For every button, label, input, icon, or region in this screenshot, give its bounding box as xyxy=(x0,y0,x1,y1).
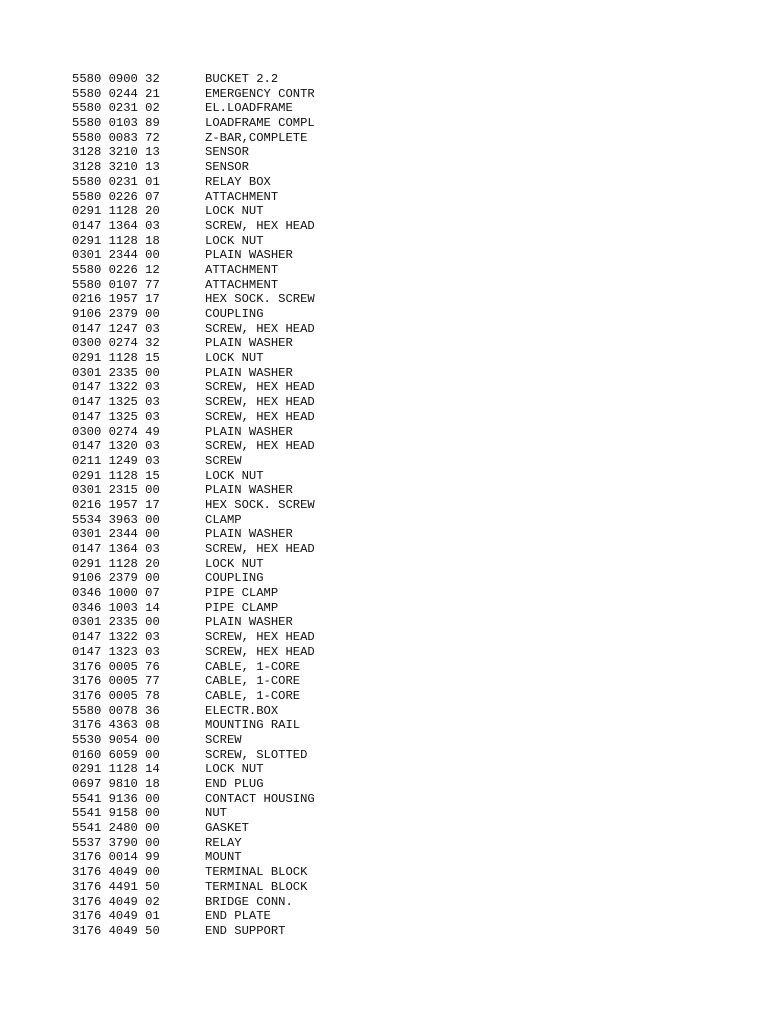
part-description: PLAIN WASHER xyxy=(205,365,293,380)
list-item xyxy=(72,410,315,425)
list-item xyxy=(72,116,315,131)
list-item xyxy=(72,718,315,733)
part-number: 0301 2344 00 xyxy=(72,527,160,542)
list-item xyxy=(72,395,315,410)
part-description: CABLE, 1-CORE xyxy=(205,688,301,703)
part-number: 9106 2379 00 xyxy=(72,571,160,586)
part-description: SCREW, SLOTTED xyxy=(205,747,308,762)
part-number: 0216 1957 17 xyxy=(72,497,160,512)
part-number: 3176 0005 76 xyxy=(72,659,160,674)
part-number: 3128 3210 13 xyxy=(72,160,160,175)
list-item xyxy=(72,87,315,102)
part-description: SCREW, HEX HEAD xyxy=(205,321,315,336)
list-item xyxy=(72,557,315,572)
list-item xyxy=(72,806,315,821)
part-number: 0160 6059 00 xyxy=(72,747,160,762)
part-number: 3176 4049 50 xyxy=(72,923,160,938)
list-item xyxy=(72,909,315,924)
part-description: SCREW, HEX HEAD xyxy=(205,542,315,556)
list-item xyxy=(72,160,315,175)
part-number: 0147 1322 03 xyxy=(72,380,160,395)
part-number: 0147 1364 03 xyxy=(72,218,160,233)
part-number: 5580 0107 77 xyxy=(72,277,160,292)
part-number: 0300 0274 32 xyxy=(72,336,160,351)
part-number: 0147 1323 03 xyxy=(72,644,160,659)
list-item xyxy=(72,204,315,219)
part-description: PLAIN WASHER xyxy=(205,424,293,439)
part-description: PLAIN WASHER xyxy=(205,248,293,263)
part-number: 0291 1128 18 xyxy=(72,233,160,248)
list-item xyxy=(72,248,315,263)
part-number: 5580 0226 07 xyxy=(72,189,160,204)
list-item xyxy=(72,704,315,719)
part-description: PLAIN WASHER xyxy=(205,527,293,542)
part-description: HEX SOCK. SCREW xyxy=(205,497,315,512)
list-item xyxy=(72,821,315,836)
part-number: 3176 0005 77 xyxy=(72,674,160,689)
list-item xyxy=(72,263,315,278)
part-description: EMERGENCY CONTR xyxy=(205,86,315,101)
part-description: TERMINAL BLOCK xyxy=(205,865,308,880)
part-number: 5580 0244 21 xyxy=(72,86,160,101)
part-number: 0291 1128 20 xyxy=(72,556,160,571)
part-number: 0147 1247 03 xyxy=(72,321,160,336)
part-description: SCREW, HEX HEAD xyxy=(205,380,315,395)
list-item xyxy=(72,190,315,205)
part-number: 5537 3790 00 xyxy=(72,835,160,850)
list-item xyxy=(72,836,315,851)
part-description: COUPLING xyxy=(205,307,264,321)
part-number: 0300 0274 49 xyxy=(72,424,160,439)
list-item xyxy=(72,351,315,366)
list-item xyxy=(72,425,315,440)
part-number: 5541 9136 00 xyxy=(72,791,160,806)
part-number: 5541 9158 00 xyxy=(72,806,160,821)
list-item xyxy=(72,542,315,557)
part-description: LOCK NUT xyxy=(205,351,264,366)
part-number: 0301 2335 00 xyxy=(72,365,160,380)
part-description: CABLE, 1-CORE xyxy=(205,659,301,674)
list-item xyxy=(72,292,315,307)
list-item xyxy=(72,601,315,616)
part-description: SCREW, HEX HEAD xyxy=(205,439,315,454)
list-item xyxy=(72,366,315,381)
part-description: LOADFRAME COMPL xyxy=(205,116,315,131)
part-number: 0216 1957 17 xyxy=(72,292,160,307)
list-item xyxy=(72,469,315,484)
part-number: 9106 2379 00 xyxy=(72,307,160,321)
part-description: ATTACHMENT xyxy=(205,262,279,277)
list-item xyxy=(72,850,315,865)
part-description: PLAIN WASHER xyxy=(205,615,293,630)
list-item xyxy=(72,615,315,630)
list-item xyxy=(72,72,315,87)
list-item xyxy=(72,483,315,498)
part-description: GASKET xyxy=(205,821,249,836)
part-description: LOCK NUT xyxy=(205,556,264,571)
part-description: END PLUG xyxy=(205,777,264,791)
list-item xyxy=(72,689,315,704)
part-description: CONTACT HOUSING xyxy=(205,791,315,806)
part-number: 0291 1128 15 xyxy=(72,351,160,366)
part-number: 0291 1128 20 xyxy=(72,204,160,219)
part-description: END SUPPORT xyxy=(205,923,286,938)
part-description: ATTACHMENT xyxy=(205,277,279,292)
part-number: 0291 1128 14 xyxy=(72,762,160,777)
list-item xyxy=(72,527,315,542)
part-number: 0147 1325 03 xyxy=(72,409,160,424)
part-number: 0697 9810 18 xyxy=(72,777,160,791)
list-item xyxy=(72,660,315,675)
list-item xyxy=(72,131,315,146)
part-number: 5541 2480 00 xyxy=(72,821,160,836)
part-description: HEX SOCK. SCREW xyxy=(205,292,315,307)
list-item xyxy=(72,733,315,748)
part-number: 0301 2315 00 xyxy=(72,483,160,498)
part-number: 0211 1249 03 xyxy=(72,453,160,468)
part-number: 0301 2344 00 xyxy=(72,248,160,263)
part-description: ELECTR.BOX xyxy=(205,703,279,718)
part-description: TERMINAL BLOCK xyxy=(205,879,308,894)
part-number: 3176 4491 50 xyxy=(72,879,160,894)
list-item xyxy=(72,777,315,792)
part-description: SCREW, HEX HEAD xyxy=(205,630,315,645)
list-item xyxy=(72,674,315,689)
list-item xyxy=(72,645,315,660)
part-number: 5534 3963 00 xyxy=(72,512,160,527)
part-description: SENSOR xyxy=(205,145,249,160)
part-description: PIPE CLAMP xyxy=(205,600,279,615)
list-item xyxy=(72,748,315,763)
list-item xyxy=(72,924,315,939)
list-item xyxy=(72,586,315,601)
part-description: PIPE CLAMP xyxy=(205,586,279,601)
part-description: SCREW, HEX HEAD xyxy=(205,644,315,659)
part-number: 0301 2335 00 xyxy=(72,615,160,630)
part-number: 0147 1320 03 xyxy=(72,439,160,454)
list-item xyxy=(72,175,315,190)
list-item xyxy=(72,792,315,807)
part-description: BUCKET 2.2 xyxy=(205,72,279,86)
list-item xyxy=(72,498,315,513)
list-item xyxy=(72,101,315,116)
list-item xyxy=(72,630,315,645)
part-description: MOUNTING RAIL xyxy=(205,718,301,733)
part-description: LOCK NUT xyxy=(205,762,264,777)
part-number: 3176 0005 78 xyxy=(72,688,160,703)
part-number: 5530 9054 00 xyxy=(72,732,160,747)
part-description: PLAIN WASHER xyxy=(205,483,293,498)
part-description: NUT xyxy=(205,806,227,821)
list-item xyxy=(72,439,315,454)
part-description: RELAY BOX xyxy=(205,174,271,189)
part-number: 3128 3210 13 xyxy=(72,145,160,160)
part-description: SCREW, HEX HEAD xyxy=(205,409,315,424)
part-number: 5580 0231 02 xyxy=(72,101,160,116)
part-number: 5580 0103 89 xyxy=(72,116,160,131)
part-description: EL.LOADFRAME xyxy=(205,101,293,116)
part-number: 0346 1003 14 xyxy=(72,600,160,615)
part-description: SCREW xyxy=(205,453,242,468)
list-item xyxy=(72,145,315,160)
list-item xyxy=(72,307,315,322)
part-number: 3176 4363 08 xyxy=(72,718,160,733)
part-description: SCREW, HEX HEAD xyxy=(205,218,315,233)
part-number: 5580 0226 12 xyxy=(72,262,160,277)
part-description: PLAIN WASHER xyxy=(205,336,293,351)
parts-list xyxy=(72,72,315,939)
part-number: 0147 1322 03 xyxy=(72,630,160,645)
part-number: 3176 4049 01 xyxy=(72,909,160,924)
list-item xyxy=(72,278,315,293)
part-description: CABLE, 1-CORE xyxy=(205,674,301,689)
list-item xyxy=(72,513,315,528)
part-number: 0147 1364 03 xyxy=(72,542,160,556)
part-description: BRIDGE CONN. xyxy=(205,894,293,909)
part-description: RELAY xyxy=(205,835,242,850)
list-item xyxy=(72,234,315,249)
list-item xyxy=(72,322,315,337)
part-number: 3176 0014 99 xyxy=(72,850,160,865)
part-number: 0346 1000 07 xyxy=(72,586,160,601)
part-number: 3176 4049 00 xyxy=(72,865,160,880)
part-description: END PLATE xyxy=(205,909,271,924)
part-number: 5580 0083 72 xyxy=(72,130,160,145)
part-number: 5580 0078 36 xyxy=(72,703,160,718)
part-description: COUPLING xyxy=(205,571,264,586)
part-description: LOCK NUT xyxy=(205,204,264,219)
part-description: CLAMP xyxy=(205,512,242,527)
part-description: MOUNT xyxy=(205,850,242,865)
part-number: 0291 1128 15 xyxy=(72,468,160,483)
list-item xyxy=(72,571,315,586)
part-number: 5580 0900 32 xyxy=(72,72,160,86)
part-description: SENSOR xyxy=(205,160,249,175)
part-description: Z-BAR,COMPLETE xyxy=(205,130,308,145)
part-description: ATTACHMENT xyxy=(205,189,279,204)
part-description: LOCK NUT xyxy=(205,233,264,248)
part-description: SCREW, HEX HEAD xyxy=(205,395,315,410)
list-item xyxy=(72,895,315,910)
list-item xyxy=(72,219,315,234)
list-item xyxy=(72,762,315,777)
list-item xyxy=(72,865,315,880)
part-number: 0147 1325 03 xyxy=(72,395,160,410)
part-description: SCREW xyxy=(205,732,242,747)
part-number: 5580 0231 01 xyxy=(72,174,160,189)
list-item xyxy=(72,336,315,351)
list-item xyxy=(72,454,315,469)
list-item xyxy=(72,380,315,395)
part-number: 3176 4049 02 xyxy=(72,894,160,909)
list-item xyxy=(72,880,315,895)
part-description: LOCK NUT xyxy=(205,468,264,483)
